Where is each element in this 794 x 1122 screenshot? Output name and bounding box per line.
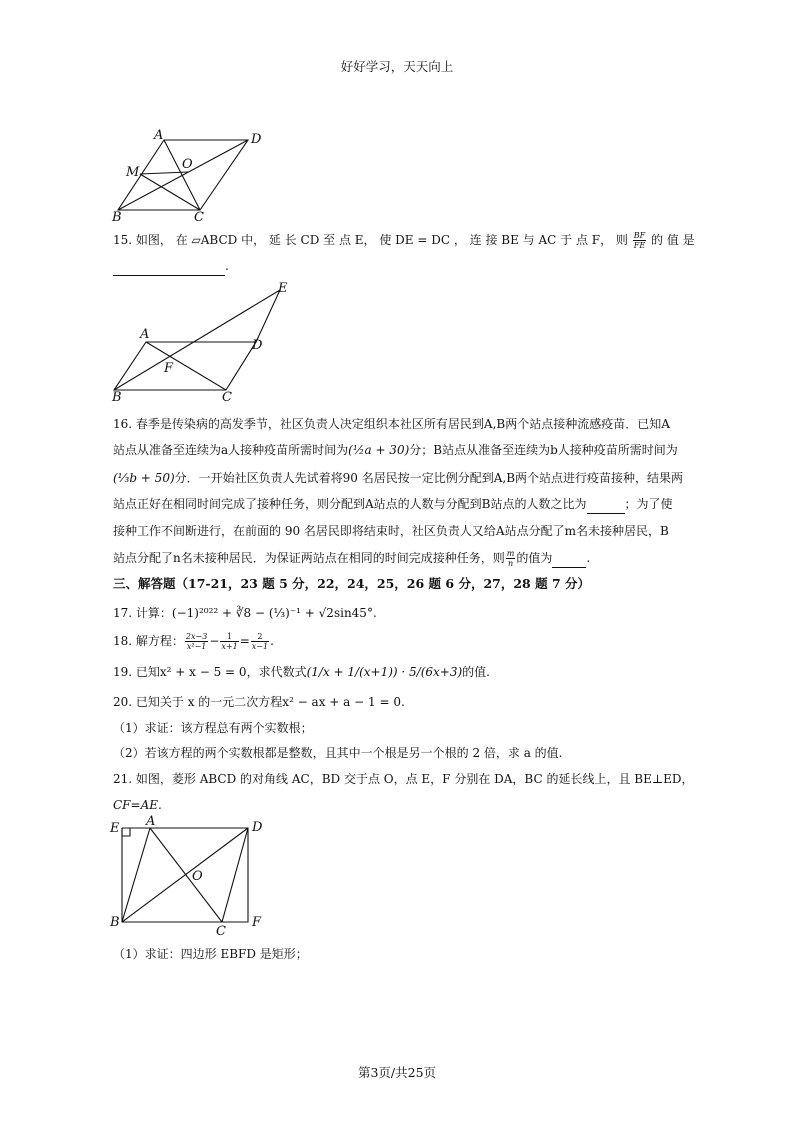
figure-parallelogram-1 (108, 128, 268, 224)
q16-line-2 (113, 442, 678, 459)
q18-f3-num: 2 (251, 632, 269, 642)
q19-expr: (1/x + 1/(x+1)) · 5/(6x+3) (306, 665, 463, 679)
q19-text-b: 的值. (462, 665, 490, 679)
q18-label: 18. 解方程： (113, 634, 184, 648)
q15-answer-blank[interactable] (113, 258, 225, 276)
q16-frac-num: m (506, 549, 515, 558)
q18-fraction-1 (185, 632, 208, 651)
q16-line-5: 接种工作不间断进行，在前面的 90 名居民即将结束时，社区负责人又给A站点分配了m名未接种居民，B (113, 524, 669, 538)
label-D: D (252, 820, 263, 835)
label-C: C (222, 390, 232, 402)
q16-line6-text-b: 的值为 (516, 551, 553, 565)
figure-rectangle-rhombus (108, 814, 268, 938)
q16-answer-blank-1[interactable] (587, 496, 625, 514)
label-B: B (110, 915, 120, 930)
q18-fraction-3 (251, 632, 269, 651)
q16-frac-den: n (507, 559, 514, 568)
q18-f2-num: 1 (220, 632, 238, 642)
q15-answer-line (113, 258, 229, 276)
label-F: F (164, 361, 174, 376)
label-O: O (182, 157, 193, 172)
q18-f1-den: x²−1 (186, 642, 207, 651)
label-D: D (251, 132, 262, 147)
q16-line2-text-b: 分；B站点从准备至连续为b人接种疫苗所需时间为 (409, 443, 678, 457)
q16-expr-b: (⅓b + 50) (113, 471, 175, 485)
q16-expr-a: (½a + 30) (348, 443, 410, 457)
q19-text: 19. 已知x² + x − 5 = 0，求代数式 (113, 665, 307, 679)
question-18 (113, 632, 274, 651)
q16-line3-text: 分．一开始社区负责人先试着将90 名居民按一定比例分配到A,B两个站点进行疫苗接种，结果两 (174, 471, 684, 485)
q16-line-3 (113, 470, 683, 487)
q18-f3-den: x−1 (251, 642, 269, 651)
question-21: 21. 如图，菱形 ABCD 的对角线 AC，BD 交于点 O，点 E，F 分别在 DA，BC 的延长线上，且 BE⊥ED， (113, 772, 694, 786)
label-E: E (278, 281, 288, 296)
label-D: D (252, 338, 263, 353)
page-footer: 第3页/共25页 (357, 1065, 437, 1080)
q15-frac-den: FE (633, 241, 646, 250)
q15-text: 15. 如图， 在 ▱ABCD 中， 延 长 CD 至 点 E， 使 DE = DC ， 连 接 BE 与 AC 于 点 F， 则 (113, 233, 628, 247)
q16-period: . (586, 551, 591, 565)
q15-text-end: 的 值 是 (651, 233, 695, 247)
q18-op2: = (239, 634, 250, 648)
q20-part-1: （1）求证：该方程总有两个实数根； (113, 721, 313, 735)
section-title: 三、解答题（17-21，23 题 5 分，22，24，25，26 题 6 分，27，28 题 7 分） (113, 576, 591, 591)
q16-line2-text: 站点从准备至连续为a人接种疫苗所需时间为 (113, 443, 349, 457)
q16-answer-blank-2[interactable] (552, 550, 586, 568)
q18-f1-num: 2x−3 (185, 632, 208, 641)
q18-fraction-2 (220, 632, 238, 651)
label-B: B (112, 210, 122, 224)
q15-fraction (633, 231, 646, 250)
label-A: A (154, 128, 164, 143)
q16-fraction (506, 549, 516, 568)
q18-end: . (270, 634, 274, 648)
q15-period: . (225, 259, 229, 273)
label-C: C (216, 924, 226, 938)
q16-line4-text-b: ；为了使 (624, 497, 673, 511)
label-A: A (140, 327, 150, 342)
question-17: 17. 计算：(−1)²⁰²² + ∛8 − (⅓)⁻¹ + √2sin45°. (113, 606, 377, 620)
q16-line4-text: 站点正好在相同时间完成了接种任务，则分配到A站点的人数与分配到B站点的人数之比为 (113, 497, 587, 511)
question-19 (113, 664, 490, 681)
label-C: C (194, 210, 204, 224)
label-M: M (126, 165, 140, 180)
q16-line-4 (113, 496, 673, 514)
label-F: F (252, 915, 262, 930)
label-O: O (192, 869, 203, 884)
q21-line-2: CF=AE. (113, 798, 162, 812)
q21-part-1: （1）求证：四边形 EBFD 是矩形； (113, 947, 308, 961)
page-header: 好好学习，天天向上 (340, 59, 454, 74)
question-20: 20. 已知关于 x 的一元二次方程x² − ax + a − 1 = 0. (113, 695, 405, 709)
q18-f2-den: x+1 (221, 642, 238, 651)
q16-line-6 (113, 549, 590, 568)
q20-part-2: （2）若该方程的两个实数根都是整数，且其中一个根是另一个根的 2 倍，求 a 的值. (113, 746, 563, 760)
label-A: A (146, 814, 156, 829)
label-B: B (112, 390, 122, 402)
q16-line-1: 16. 春季是传染病的高发季节，社区负责人决定组织本社区所有居民到A,B两个站点接种流感疫苗．已知A (113, 417, 670, 431)
figure-parallelogram-2 (108, 280, 298, 402)
question-15 (113, 231, 695, 250)
q16-line6-text: 站点分配了n名未接种居民．为保证两站点在相同的时间完成接种任务，则 (113, 551, 505, 565)
q18-op1: − (209, 634, 220, 648)
q15-frac-num: BF (633, 231, 646, 240)
label-E: E (110, 821, 120, 836)
